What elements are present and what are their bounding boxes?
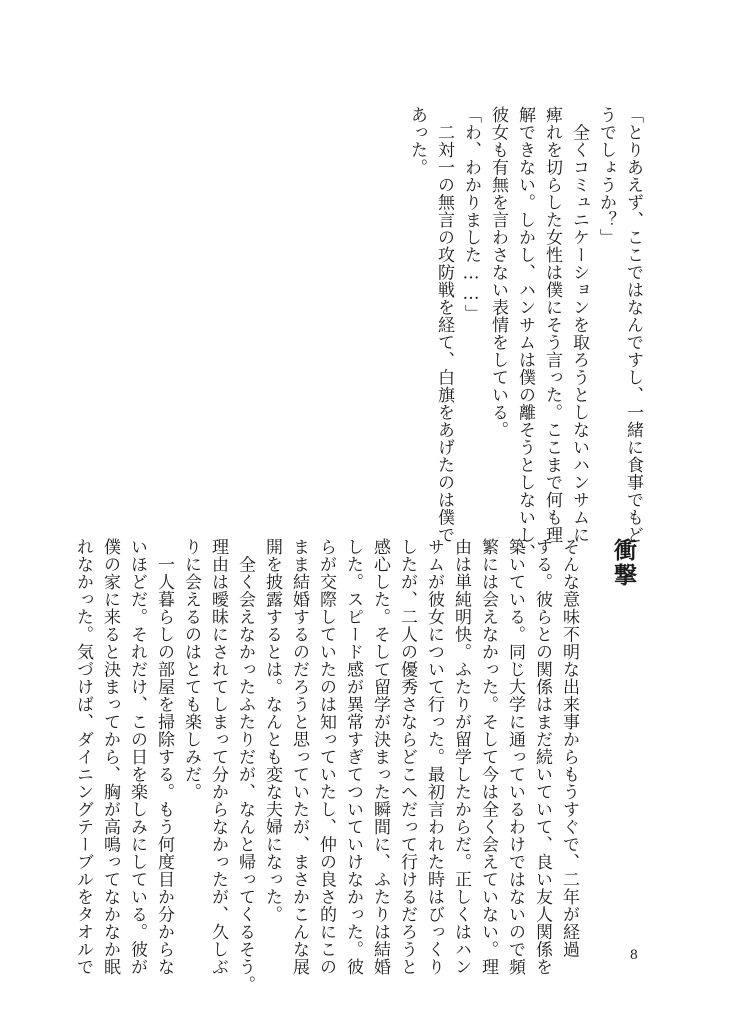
text-line: いほどだ。それだけ、この日を楽しみにしている。彼が	[127, 538, 147, 976]
text-line: 築いている。同じ大学に通っているわけではないので頻	[505, 538, 525, 976]
text-line: 感心した。そして留学が決まった瞬間に、ふたりは結婚	[370, 538, 390, 976]
text-line: そんな意味不明な出来事からもうすぐで、二年が経過	[559, 538, 579, 958]
text-line: あった。	[407, 106, 427, 176]
text-line: 繁には会えなかった。そして今は全く会えていない。理	[478, 538, 498, 976]
text-line: 全く会えなかったふたりだが、なんと帰ってくるそう。	[235, 538, 255, 993]
text-line: したが、二人の優秀さならどこへだって行けるだろうと	[397, 538, 417, 976]
text-line: 彼女も有無を言わさない表情をしている。	[488, 106, 508, 439]
text-line: 開を披露するとは。なんとも変な夫婦になった。	[262, 538, 282, 923]
text-line: 痺れを切らした女性は僕にそう言った。ここまで何も理	[542, 106, 562, 544]
text-line: 全くコミュニケーションを取ろうとしないハンサムに	[569, 106, 589, 544]
text-line: 解できない。しかし、ハンサムは僕の離そうとしないし、	[515, 106, 535, 561]
text-line: 僕の家に来ると決まってから、胸が高鳴ってなかなか眠	[100, 538, 120, 976]
text-line: した。スピード感が異常すぎてついていけなかった。彼	[343, 538, 363, 976]
section-heading: 衝撃	[610, 538, 637, 588]
text-line: らが交際していたのは知っていたし、仲の良さ的にこの	[316, 538, 336, 976]
page-number: 8	[629, 948, 638, 963]
text-line: れなかった。気づけば、ダイニングテーブルをタオルで	[73, 538, 93, 976]
text-line: 二対一の無言の攻防戦を経て、白旗をあげたのは僕で	[434, 106, 454, 544]
text-line: りに会えるのはとても楽しみだ。	[181, 538, 201, 801]
text-line: 「とりあえず、ここではなんですし、一緒に食事でもど	[623, 106, 643, 544]
text-line: 一人暮らしの部屋を掃除する。もう何度目か分からな	[154, 538, 174, 976]
text-line: 理由は曖昧にされてしまって分からなかったが、久しぶ	[208, 538, 228, 976]
upper-text-block	[403, 106, 646, 561]
text-line: する。彼らとの関係はまだ続いていて、良い友人関係を	[532, 538, 552, 976]
text-line: まま結婚するのだろうと思っていたが、まさかこんな展	[289, 538, 309, 976]
lower-text-block	[69, 538, 582, 993]
text-line: 由は単純明快。ふたりが留学したからだ。正しくはハン	[451, 538, 471, 976]
text-line: 「わ、わかりました……」	[461, 106, 481, 322]
text-line: うでしょうか？」	[596, 106, 616, 246]
text-line: サムが彼女について行った。最初言われた時はびっくり	[424, 538, 444, 976]
